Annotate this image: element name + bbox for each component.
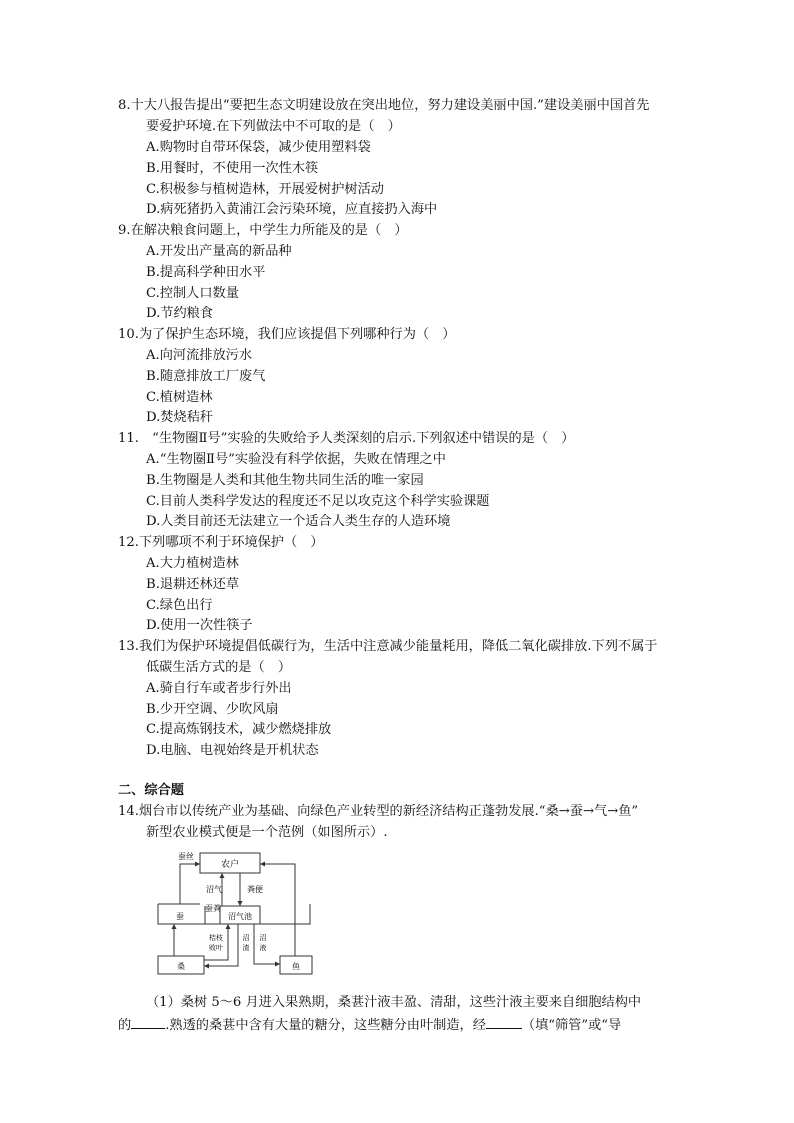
question-11-option-c: C.目前人类科学发达的程度还不足以攻克这个科学实验课题 [146,494,490,509]
residue-arrowhead [204,964,209,969]
question-12-stem: 12.下列哪项不利于环境保护（ ） [118,535,324,550]
branches-label-2: 败叶 [209,944,223,952]
answer-blank-1[interactable] [131,1014,165,1029]
section-title: 二、综合题 [118,783,184,798]
biogas-gas-label: 沼气 [206,885,222,894]
question-14-part-1-line-1: （1）桑树 5～6 月进入果熟期，桑葚汁液丰盈、清甜，这些汁液主要来自细胞结构中 [146,995,642,1010]
question-11-stem: 11. “生物圈Ⅱ号”实验的失败给予人类深刻的启示.下列叙述中错误的是（ ） [118,431,575,446]
question-14-part-1-line-2 [118,1014,621,1036]
silk-arrowhead [195,862,200,867]
branches-label-1: 桔枝 [209,934,223,942]
question-9-stem: 9.在解决粮食问题上，中学生力所能及的是（ ） [118,223,408,238]
question-8-option-b: B.用餐时，不使用一次性木筷 [146,161,319,176]
question-11-option-d: D.人类目前还无法建立一个适合人类生存的人造环境 [146,514,451,529]
sericulture-cycle-diagram [150,848,330,978]
question-9-option-d: D.节约粮食 [146,306,214,321]
question-13-option-b: B.少开空调、少吹风扇 [146,702,279,717]
question-10-option-c: C.植树造林 [146,390,213,405]
fish-label: 鱼 [292,962,300,971]
mulberry-label: 桑 [177,962,185,971]
residue-label-2a: 沼 [259,934,267,942]
question-9-option-c: C.控制人口数量 [146,286,239,301]
question-13-stem-line-2: 低碳生活方式的是（ ） [146,660,292,675]
question-8-stem-line-2: 要爱护环境.在下列做法中不可取的是（ ） [146,119,401,134]
liquid-line [254,924,280,964]
silkworm-label: 蚕 [176,912,184,921]
liquid-arrowhead [275,962,280,967]
manure-arrowhead [238,901,243,906]
question-8-stem-line-1: 8.十大八报告提出“要把生态文明建设放在突出地位，努力建设美丽中国.”建设美丽中国首先 [118,98,650,113]
silkworm-waste-label: 蚕粪 [205,904,221,913]
question-11-option-a: A.“生物圈Ⅱ号”实验没有科学依据，失败在情理之中 [146,452,446,467]
question-10-option-d: D.焚烧秸秆 [146,410,214,425]
p1-text-c: （填“筛管”或“导 [521,1018,622,1033]
question-8-option-d: D.病死猪扔入黄浦江会污染环境，应直接扔入海中 [146,202,438,217]
question-8-option-a: A.购物时自带环保袋，减少使用塑料袋 [146,140,371,155]
mulberry-to-silkworm-arrowhead [172,924,177,929]
fish-to-farmer-line [260,864,295,956]
question-14-stem-line-1: 14.烟台市以传统产业为基础、向绿色产业转型的新经济结构正蓬勃发展.“桑→蚕→气→鱼” [118,804,639,819]
question-9-option-b: B.提高科学种田水平 [146,265,266,280]
p1-text-a: 的 [118,1018,132,1033]
manure-label: 粪便 [247,885,263,894]
residue-label-1b: 渣 [242,944,250,952]
question-12-option-c: C.绿色出行 [146,598,213,613]
branches-line [204,924,228,960]
question-12-option-b: B.退耕还林还草 [146,577,240,592]
residue-label-1a: 沼 [242,934,250,942]
question-10-option-a: A.向河流排放污水 [146,348,253,363]
question-8-option-c: C.积极参与植树造林，开展爱树护树活动 [146,182,384,197]
question-13-option-a: A.骑自行车或者步行外出 [146,681,292,696]
question-13-option-c: C.提高炼钢技术，减少燃烧排放 [146,722,332,737]
answer-blank-2[interactable] [486,1014,522,1029]
question-12-option-a: A.大力植树造林 [146,556,239,571]
question-13-stem-line-1: 13.我们为保护环境提倡低碳行为，生活中注意减少能量耗用，降低二氧化碳排放.下列不属于 [118,639,658,654]
question-12-option-d: D.使用一次性筷子 [146,618,253,633]
biogas-gas-arrowhead [220,873,225,878]
branches-arrowhead [226,924,231,929]
question-10-stem: 10.为了保护生态环境，我们应该提倡下列哪种行为（ ） [118,327,456,342]
residue-label-2b: 液 [259,944,267,952]
silk-arrow [180,864,200,904]
question-14-stem-line-2: 新型农业模式便是一个范例（如图所示）. [146,825,388,840]
question-13-option-d: D.电脑、电视始终是开机状态 [146,743,319,758]
silk-label: 蚕丝 [178,852,194,861]
question-9-option-a: A.开发出产量高的新品种 [146,244,292,259]
biogas-label: 沼气池 [228,912,252,921]
question-10-option-b: B.随意排放工厂废气 [146,369,266,384]
fish-to-farmer-arrowhead [260,862,265,867]
p1-text-b: .熟透的桑葚中含有大量的糖分，这些糖分由叶制造，经 [165,1018,486,1033]
farmer-label: 农户 [220,860,240,870]
question-11-option-b: B.生物圈是人类和其他生物共同生活的唯一家园 [146,473,424,488]
